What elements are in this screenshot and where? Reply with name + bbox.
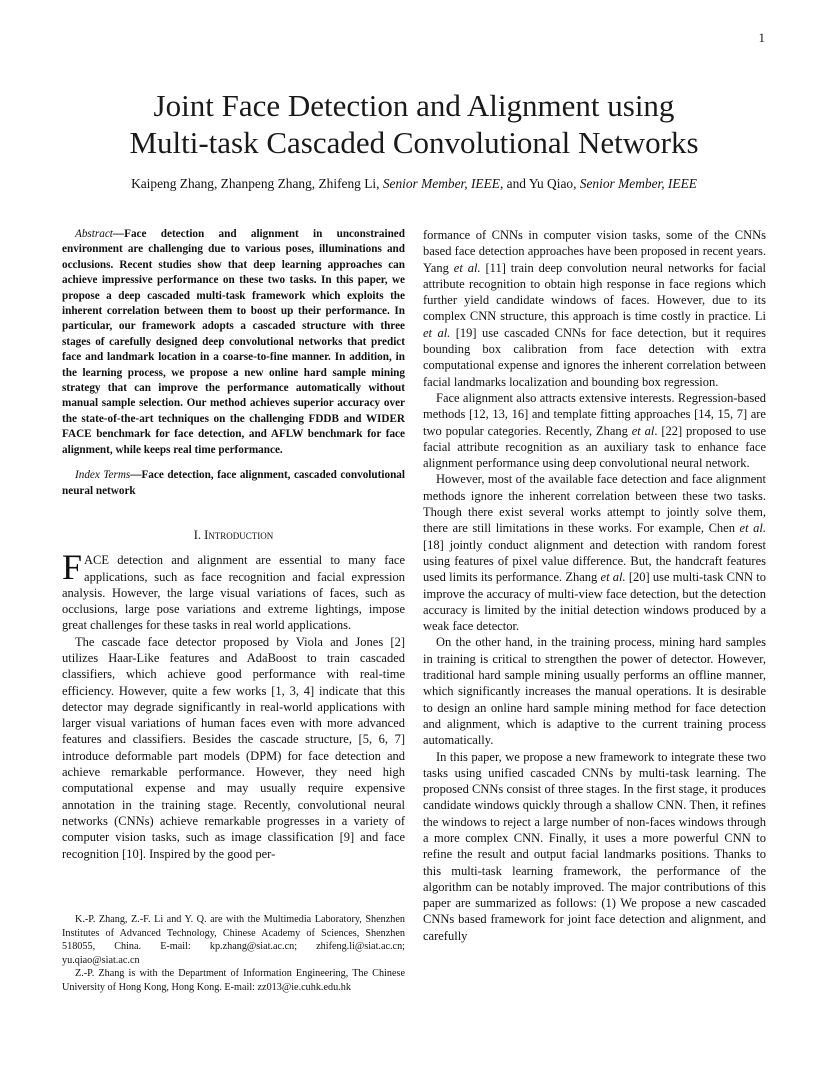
et-al: et al. xyxy=(600,570,626,585)
text-run: . [22] proposed to use facial attribute recognition as an auxiliary task to enhance face alignment performance using deep convolutional neural network. xyxy=(423,423,766,471)
page-number: 1 xyxy=(758,30,765,45)
abstract-label: Abstract xyxy=(75,228,113,240)
right-paragraph-4: On the other hand, in the training process, mining hard samples in training is critical to strengthen the power of detector. However, traditional hard sample mining usually performs an offline manner, which significantly increases the manual operations. It is desirable to design an online hard sample mining method for face detection and alignment, which is adaptive to the current training process automatically. xyxy=(423,635,766,748)
intro-p1-text: ACE detection and alignment are essential to many face applications, such as face recognition and facial expression analysis. However, the large visual variations of faces, such as occlusions, large pose variations and extreme lightings, impose great challenges for these tasks in real world applications. xyxy=(62,553,405,633)
author-role-2: Senior Member, IEEE xyxy=(579,176,697,191)
index-terms-label: Index Terms xyxy=(75,469,131,482)
intro-paragraph-2: The cascade face detector proposed by Viola and Jones [2] utilizes Haar-Like features and AdaBoost to train cascaded classifiers, which achieve good performance with real-time efficiency. However, quite a few works [1, 3, 4] indicate that this detector may degrade significantly in real-world applications with larger visual variations of human faces even with more advanced features and classifiers. Besides the cascade structure, [5, 6, 7] introduce deformable part models (DPM) for face detection and achieve remarkable performance. However, they need high computational expense and may usually require expensive annotation in the training stage. Recently, convolutional neural networks (CNNs) achieve remarkable progresses in a variety of computer vision tasks, such as image classification [9] and face recognition [10]. Inspired by the good per- xyxy=(62,634,405,861)
authors-part-2: , and Yu Qiao, xyxy=(499,176,580,191)
et-al: et al. xyxy=(739,521,766,536)
text-run: [19] use cascaded CNNs for face detection, but it requires bounding box calibration from face detection with extra computational expense and ignores the inherent correlation between facial landmarks localization and bounding box regression. xyxy=(423,325,766,389)
footnote-affiliation-2: Z.-P. Zhang is with the Department of Information Engineering, The Chinese University of Hong Kong, Hong Kong. E-mail: zz013@ie.cuhk.edu.hk xyxy=(62,968,405,993)
index-terms xyxy=(62,468,405,499)
authors-part-1: Kaipeng Zhang, Zhanpeng Zhang, Zhifeng Li, xyxy=(131,176,383,191)
et-al: et al xyxy=(631,423,655,438)
left-column xyxy=(62,227,405,862)
right-paragraph-1 xyxy=(423,227,766,390)
author-list xyxy=(0,176,828,192)
paper-title xyxy=(0,87,828,161)
text-run: However, most of the available face detection and face alignment methods ignore the inherent correlation between these two tasks. Though there exist several works attempt to jointly solve them, there are still limitations in these works. For example, Chen xyxy=(423,472,766,536)
right-column xyxy=(423,227,766,944)
text-run: [18] jointly conduct alignment and detection with random forest using features of pixel value difference. But, the handcraft features used limits its performance. Zhang xyxy=(423,537,766,585)
author-role-1: Senior Member, IEEE xyxy=(382,176,500,191)
footnotes xyxy=(62,913,405,995)
text-run: Face alignment also attracts extensive interests. Regression-based methods [12, 13, 16] and template fitting approaches [14, 15, 7] are two popular categories. Recently, Zhang xyxy=(423,390,766,438)
et-al: et al. xyxy=(453,260,481,275)
text-run: formance of CNNs in computer vision tasks, some of the CNNs based face detection approaches have been proposed in recent years. Yang xyxy=(423,228,766,275)
abstract xyxy=(62,227,405,458)
section-heading: I. Introduction xyxy=(193,527,274,542)
abstract-text: —Face detection and alignment in unconstrained environment are challenging due to various poses, illuminations and occlusions. Recent studies show that deep learning approaches can achieve impressive performance on these two tasks. In this paper, we propose a deep cascaded multi-task framework which exploits the inherent correlation between them to boost up their performance. In particular, our framework adopts a cascaded structure with three stages of carefully designed deep convolutional networks that predict face and landmark location in a coarse-to-fine manner. In addition, in the learning process, we propose a new online hard sample mining strategy that can improve the performance automatically without manual sample selection. Our method achieves superior accuracy over the state-of-the-art techniques on the challenging FDDB and WIDER FACE benchmark for face detection, and AFLW benchmark for face alignment, while keeps real time performance. xyxy=(62,228,405,456)
index-terms-text: —Face detection, face alignment, cascaded convolutional neural network xyxy=(62,469,405,497)
text-run: [20] use multi-task CNN to improve the accuracy of multi-view face detection, but the detection accuracy is limited by the initial detection windows produced by a weak face detector. xyxy=(423,570,766,634)
intro-paragraph-1 xyxy=(62,547,405,633)
title-line-2: Multi-task Cascaded Convolutional Networks xyxy=(129,125,699,160)
footnote-affiliation-1: K.-P. Zhang, Z.-F. Li and Y. Q. are with the Multimedia Laboratory, Shenzhen Institutes of Advanced Technology, Chinese Academy of Sciences, Shenzhen 518055, China. E-mail: kp.zhang@siat.ac.cn; zhifeng.li@siat.ac.cn; yu.qiao@siat.ac.cn xyxy=(62,914,405,966)
title-line-1: Joint Face Detection and Alignment using xyxy=(153,88,675,123)
text-run: [11] train deep convolution neural networks for facial attribute recognition to obtain high response in face regions which further yield candidate windows of faces. However, due to its complex CNN structure, this approach is time costly in practice. Li xyxy=(423,260,767,324)
et-al: et al. xyxy=(423,325,451,340)
right-paragraph-5: In this paper, we propose a new framework to integrate these two tasks using unified cascaded CNNs by multi-task learning. The proposed CNNs consist of three stages. In the first stage, it produces candidate windows quickly through a shallow CNN. Then, it refines the windows to reject a large number of non-faces windows through a more complex CNN. Finally, it uses a more powerful CNN to refine the result and output facial landmarks positions. Thanks to this multi-task learning framework, the performance of the algorithm can be notably improved. The major contributions of this paper are summarized as follows: (1) We propose a new cascaded CNNs based framework for joint face detection and alignment, and carefully xyxy=(423,749,766,943)
right-paragraph-3 xyxy=(423,471,766,634)
drop-cap: F xyxy=(62,547,83,588)
right-paragraph-2 xyxy=(423,390,766,471)
